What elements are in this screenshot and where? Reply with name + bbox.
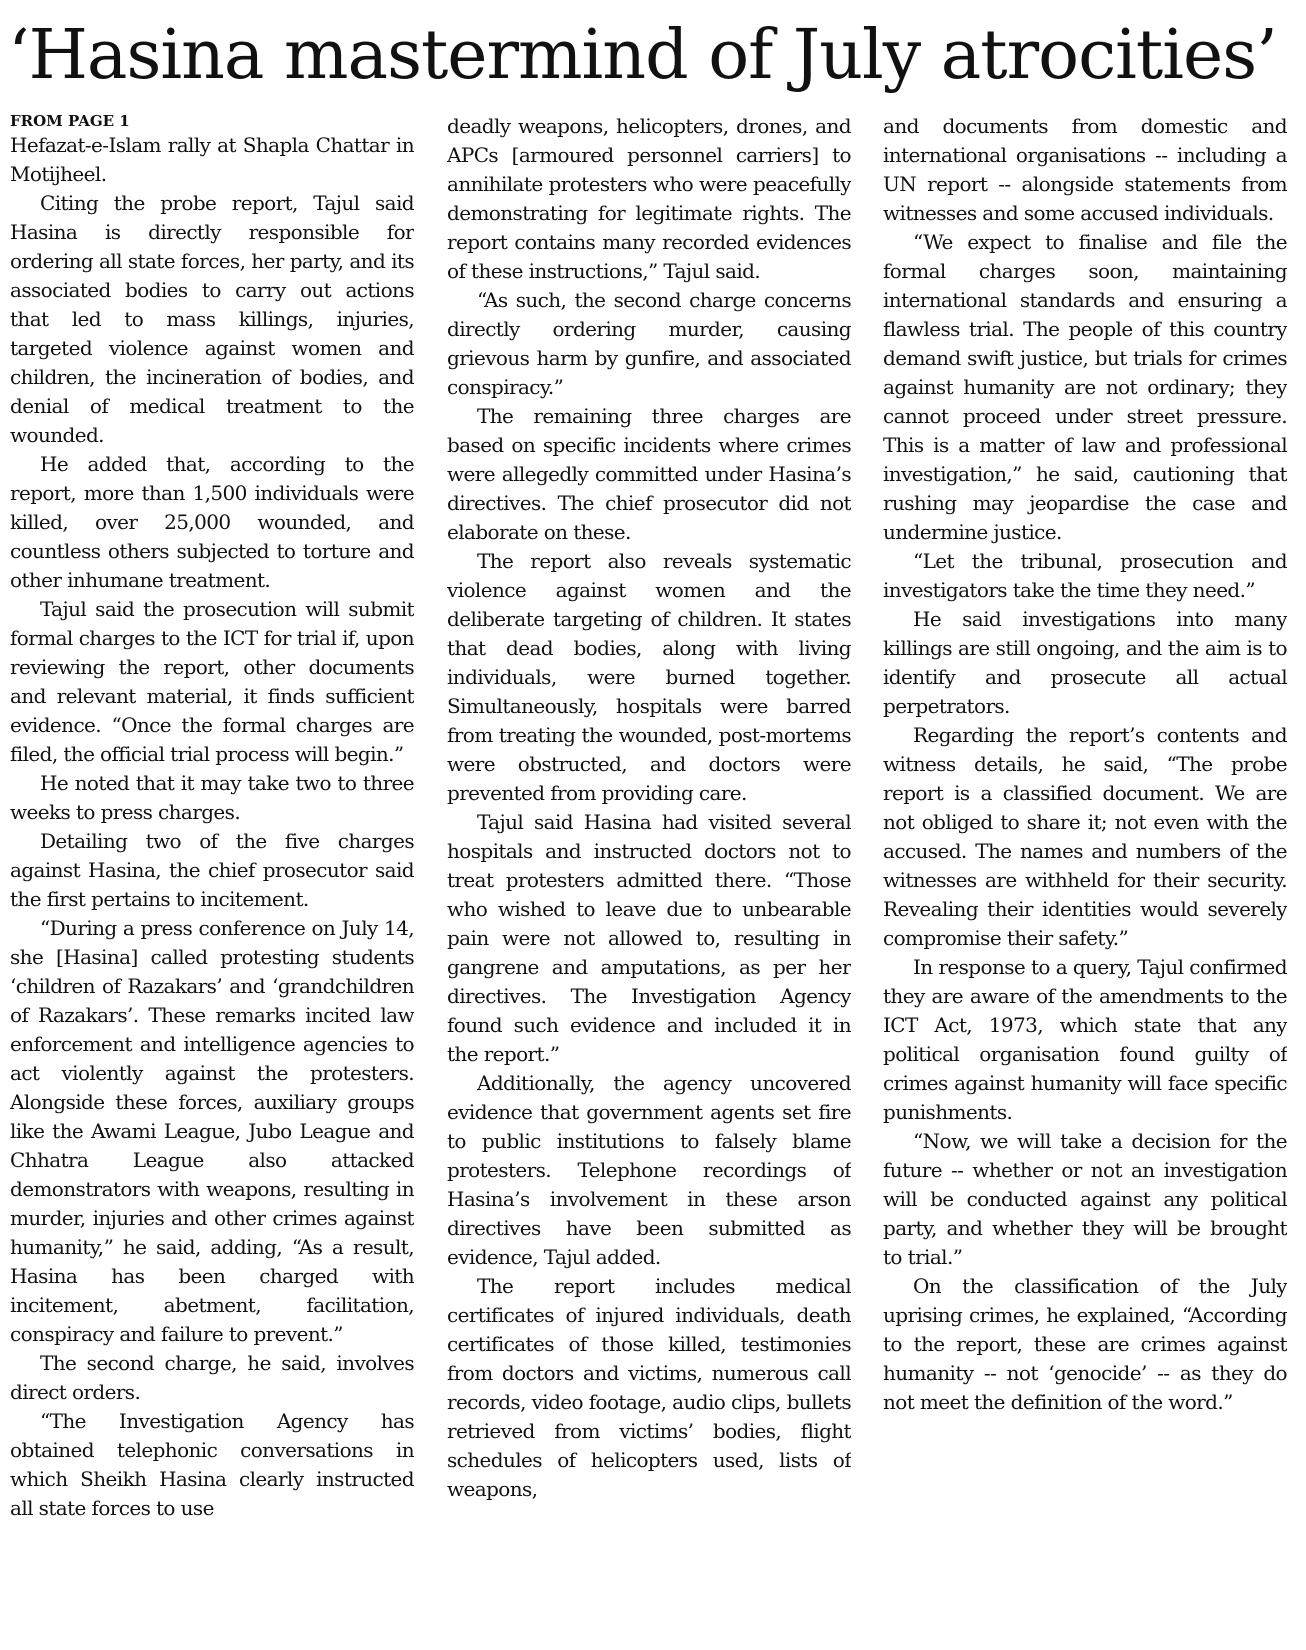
paragraph: The report also reveals systematic violence against women and the deliberate targeting of children. It states that dead bodies, along with living individuals, were burned together. Simultaneously, hospitals were barred from treating the wounded, post-mortems were obstructed, and doctors were prevented from providing care. bbox=[447, 549, 851, 805]
paragraph: Additionally, the agency uncovered evidence that government agents set fire to public institutions to falsely blame protesters. Telephone recordings of Hasina’s involvement in these arson directives have been submitted as evidence, Tajul added. bbox=[447, 1071, 851, 1269]
paragraph: “Now, we will take a decision for the future -- whether or not an investigation will be conducted against any political party, and whether they will be brought to trial.” bbox=[883, 1129, 1287, 1269]
paragraph: “The Investigation Agency has obtained telephonic conversations in which Sheikh Hasina clearly instructed all state forces to use bbox=[10, 1409, 414, 1520]
paragraph: Hefazat-e-Islam rally at Shapla Chattar in Motijheel. bbox=[10, 133, 414, 186]
paragraph: Detailing two of the five charges against Hasina, the chief prosecutor said the first pertains to incitement. bbox=[10, 829, 414, 911]
paragraph: “As such, the second charge concerns directly ordering murder, causing grievous harm by gunfire, and associated conspiracy.” bbox=[447, 288, 851, 399]
paragraph: On the classification of the July uprising crimes, he explained, “According to the report, these are crimes against humanity -- not ‘genocide’ -- as they do not meet the definition of the word.” bbox=[883, 1274, 1287, 1414]
article-column-1 bbox=[10, 112, 414, 1642]
paragraph: “During a press conference on July 14, she [Hasina] called protesting students ‘children of Razakars’ and ‘grandchildren of Razakars’. These remarks incited law enforcement and intelligence agencies to act violently against the protesters. Alongside these forces, auxiliary groups like the Awami League, Jubo League and Chhatra League also attacked demonstrators with weapons, resulting in murder, injuries and other crimes against humanity,” he said, adding, “As a result, Hasina has been charged with incitement, abetment, facilitation, conspiracy and failure to prevent.” bbox=[10, 916, 414, 1346]
paragraph: Citing the probe report, Tajul said Hasina is directly responsible for ordering all state forces, her party, and its associated bodies to carry out actions that led to mass killings, injuries, targeted violence against women and children, the incineration of bodies, and denial of medical treatment to the wounded. bbox=[10, 191, 414, 447]
paragraph: Tajul said Hasina had visited several hospitals and instructed doctors not to treat protesters admitted there. “Those who wished to leave due to unbearable pain were not allowed to, resulting in gangrene and amputations, as per her directives. The Investigation Agency found such evidence and included it in the report.” bbox=[447, 810, 851, 1066]
paragraph: He said investigations into many killings are still ongoing, and the aim is to identify and prosecute all actual perpetrators. bbox=[883, 607, 1287, 718]
paragraph: The report includes medical certificates of injured individuals, death certificates of those killed, testimonies from doctors and victims, numerous call records, video footage, audio clips, bullets retrieved from victims’ bodies, flight schedules of helicopters used, lists of weapons, bbox=[447, 1274, 851, 1501]
paragraph: He added that, according to the report, more than 1,500 individuals were killed, over 25,000 wounded, and countless others subjected to torture and other inhumane treatment. bbox=[10, 452, 414, 592]
paragraph: In response to a query, Tajul confirmed they are aware of the amendments to the ICT Act, 1973, which state that any political organisation found guilty of crimes against humanity will face specific punishments. bbox=[883, 955, 1287, 1124]
paragraph: and documents from domestic and international organisations -- including a UN report -- alongside statements from witnesses and some accused individuals. bbox=[883, 114, 1287, 225]
continued-from-label: FROM PAGE 1 bbox=[10, 112, 130, 130]
paragraph: The remaining three charges are based on specific incidents where crimes were allegedly committed under Hasina’s directives. The chief prosecutor did not elaborate on these. bbox=[447, 404, 851, 544]
paragraph: deadly weapons, helicopters, drones, and APCs [armoured personnel carriers] to annihilate protesters who were peacefully demonstrating for legitimate rights. The report contains many recorded evidences of these instructions,” Tajul said. bbox=[447, 114, 851, 283]
paragraph: Regarding the report’s contents and witness details, he said, “The probe report is a classified document. We are not obliged to share it; not even with the accused. The names and numbers of the witnesses are withheld for their security. Revealing their identities would severely compromise their safety.” bbox=[883, 723, 1287, 950]
paragraph: “Let the tribunal, prosecution and investigators take the time they need.” bbox=[883, 549, 1287, 602]
article-column-3 bbox=[883, 112, 1287, 1642]
article-column-2 bbox=[447, 112, 851, 1642]
paragraph: Tajul said the prosecution will submit formal charges to the ICT for trial if, upon reviewing the report, other documents and relevant material, it finds sufficient evidence. “Once the formal charges are filed, the official trial process will begin.” bbox=[10, 597, 414, 766]
paragraph: The second charge, he said, involves direct orders. bbox=[10, 1351, 414, 1404]
paragraph: He noted that it may take two to three weeks to press charges. bbox=[10, 771, 414, 824]
headline: ‘Hasina mastermind of July atrocities’ bbox=[8, 16, 1277, 95]
paragraph: “We expect to finalise and file the formal charges soon, maintaining international standards and ensuring a flawless trial. The people of this country demand swift justice, but trials for crimes against humanity are not ordinary; they cannot proceed under street pressure. This is a matter of law and professional investigation,” he said, cautioning that rushing may jeopardise the case and undermine justice. bbox=[883, 230, 1287, 544]
